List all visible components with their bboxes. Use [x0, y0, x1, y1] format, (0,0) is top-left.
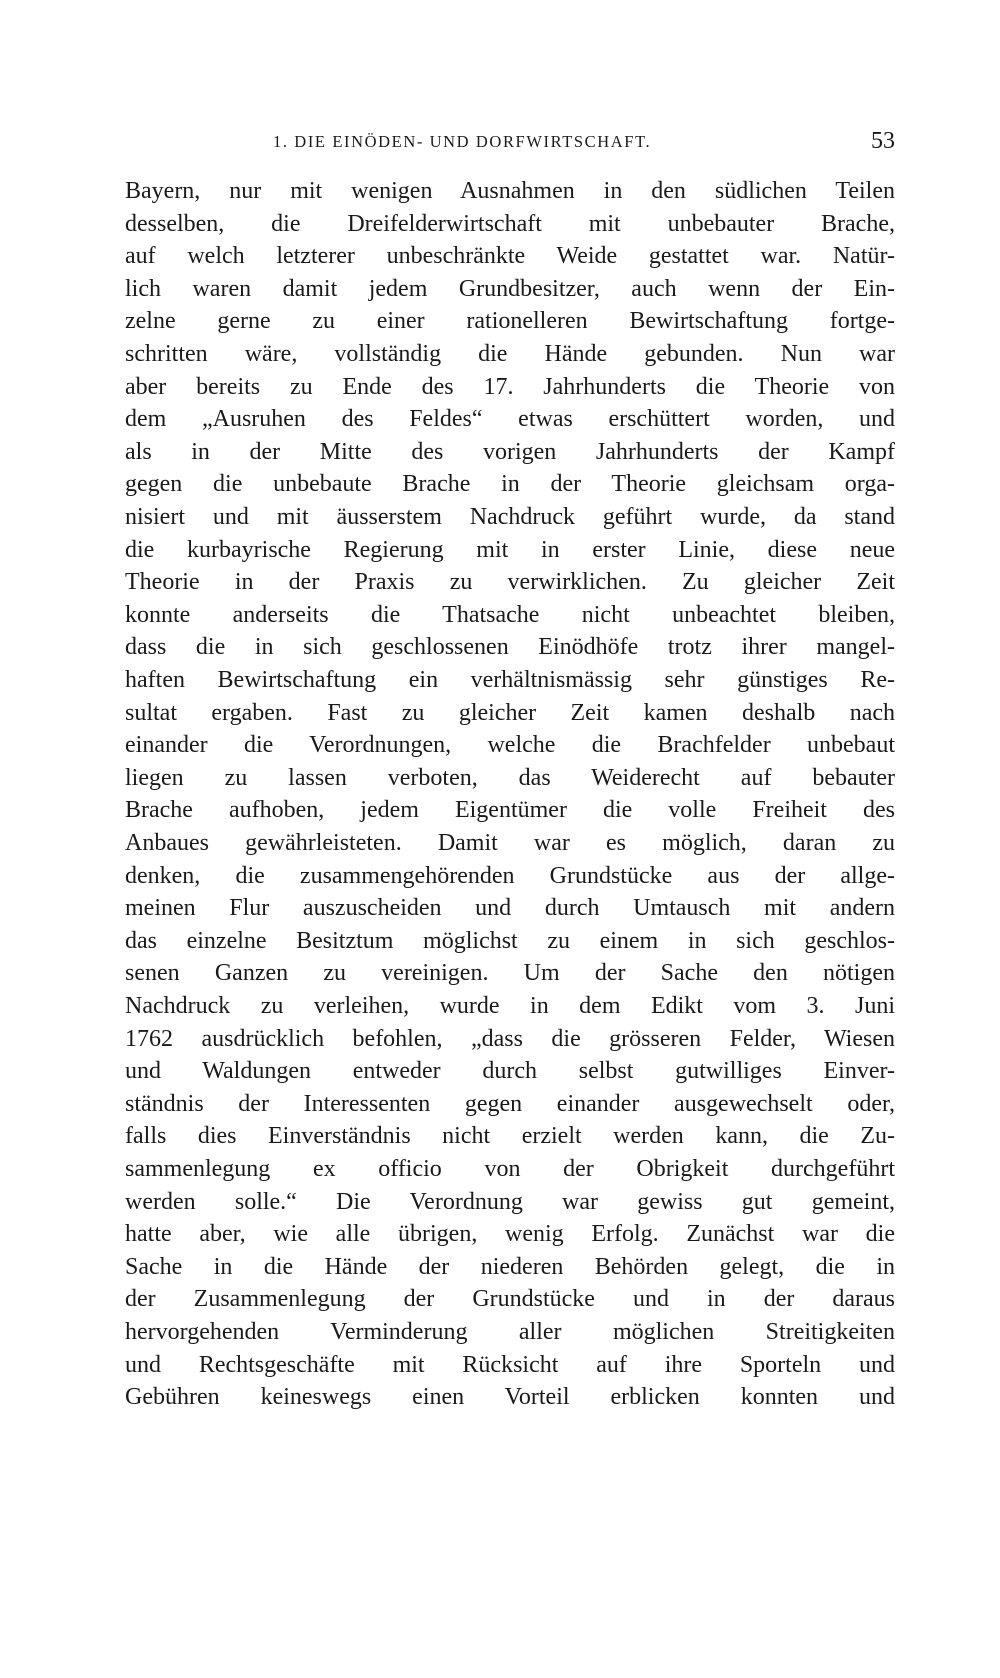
text-line: Gebühren keineswegs einen Vorteil erblicken konnten und	[125, 1384, 895, 1411]
text-line: einander die Verordnungen, welche die Brachfelder unbebaut	[125, 732, 895, 759]
text-line: liegen zu lassen verboten, das Weiderecht auf bebauter	[125, 764, 895, 791]
text-line: gegen die unbebaute Brache in der Theorie gleichsam orga-	[125, 471, 895, 498]
text-line: Anbaues gewährleisteten. Damit war es möglich, daran zu	[125, 830, 895, 856]
text-line: desselben, die Dreifelderwirtschaft mit unbebauter Brache,	[125, 210, 895, 237]
text-line: und Waldungen entweder durch selbst gutwilliges Einver-	[125, 1058, 895, 1085]
text-line: dass die in sich geschlossenen Einödhöfe trotz ihrer mangel-	[125, 634, 895, 661]
text-line: Brache aufhoben, jedem Eigentümer die volle Freiheit des	[125, 797, 895, 824]
text-line: als in der Mitte des vorigen Jahrhunderts der Kampf	[125, 438, 895, 465]
page-number: 53	[871, 128, 895, 154]
text-line: Sache in die Hände der niederen Behörden gelegt, die in	[125, 1253, 895, 1280]
text-line: Nachdruck zu verleihen, wurde in dem Edikt vom 3. Juni	[125, 993, 895, 1019]
text-line: dem „Ausruhen des Feldes“ etwas erschüttert worden, und	[125, 406, 895, 433]
text-line: aber bereits zu Ende des 17. Jahrhunderts die Theorie von	[125, 373, 895, 400]
text-line: der Zusammenlegung der Grundstücke und in der daraus	[125, 1286, 895, 1313]
text-line: 1762 ausdrücklich befohlen, „dass die grösseren Felder, Wiesen	[125, 1025, 895, 1052]
text-line: hatte aber, wie alle übrigen, wenig Erfolg. Zunächst war die	[125, 1221, 895, 1248]
text-line: ständnis der Interessenten gegen einander ausgewechselt oder,	[125, 1090, 895, 1117]
text-line: meinen Flur auszuscheiden und durch Umtausch mit andern	[125, 895, 895, 922]
text-line: sultat ergaben. Fast zu gleicher Zeit kamen deshalb nach	[125, 699, 895, 726]
text-line: und Rechtsgeschäfte mit Rücksicht auf ihre Sporteln und	[125, 1351, 895, 1378]
text-line: Bayern, nur mit wenigen Ausnahmen in den südlichen Teilen	[125, 178, 895, 204]
text-line: die kurbayrische Regierung mit in erster Linie, diese neue	[125, 536, 895, 563]
text-line: schritten wäre, vollständig die Hände gebunden. Nun war	[125, 341, 895, 367]
text-line: sammenlegung ex officio von der Obrigkeit durchgeführt	[125, 1156, 895, 1182]
running-head	[125, 128, 895, 158]
running-title: 1. DIE EINÖDEN- UND DORFWIRTSCHAFT.	[273, 132, 652, 151]
text-line: nisiert und mit äusserstem Nachdruck geführt wurde, da stand	[125, 504, 895, 530]
text-line: zelne gerne zu einer rationelleren Bewirtschaftung fortge-	[125, 308, 895, 335]
text-line: das einzelne Besitztum möglichst zu einem in sich geschlos-	[125, 927, 895, 954]
text-line: senen Ganzen zu vereinigen. Um der Sache den nötigen	[125, 960, 895, 987]
text-line: falls dies Einverständnis nicht erzielt werden kann, die Zu-	[125, 1123, 895, 1150]
text-line: Theorie in der Praxis zu verwirklichen. Zu gleicher Zeit	[125, 569, 895, 596]
text-line: werden solle.“ Die Verordnung war gewiss gut gemeint,	[125, 1188, 895, 1215]
text-line: hervorgehenden Verminderung aller möglichen Streitigkeiten	[125, 1319, 895, 1345]
text-line: konnte anderseits die Thatsache nicht unbeachtet bleiben,	[125, 601, 895, 628]
text-line: haften Bewirtschaftung ein verhältnismässig sehr günstiges Re-	[125, 667, 895, 693]
text-line: auf welch letzterer unbeschränkte Weide gestattet war. Natür-	[125, 243, 895, 270]
text-line: denken, die zusammengehörenden Grundstücke aus der allge-	[125, 862, 895, 889]
body-text	[125, 174, 895, 1519]
text-line: lich waren damit jedem Grundbesitzer, auch wenn der Ein-	[125, 275, 895, 302]
